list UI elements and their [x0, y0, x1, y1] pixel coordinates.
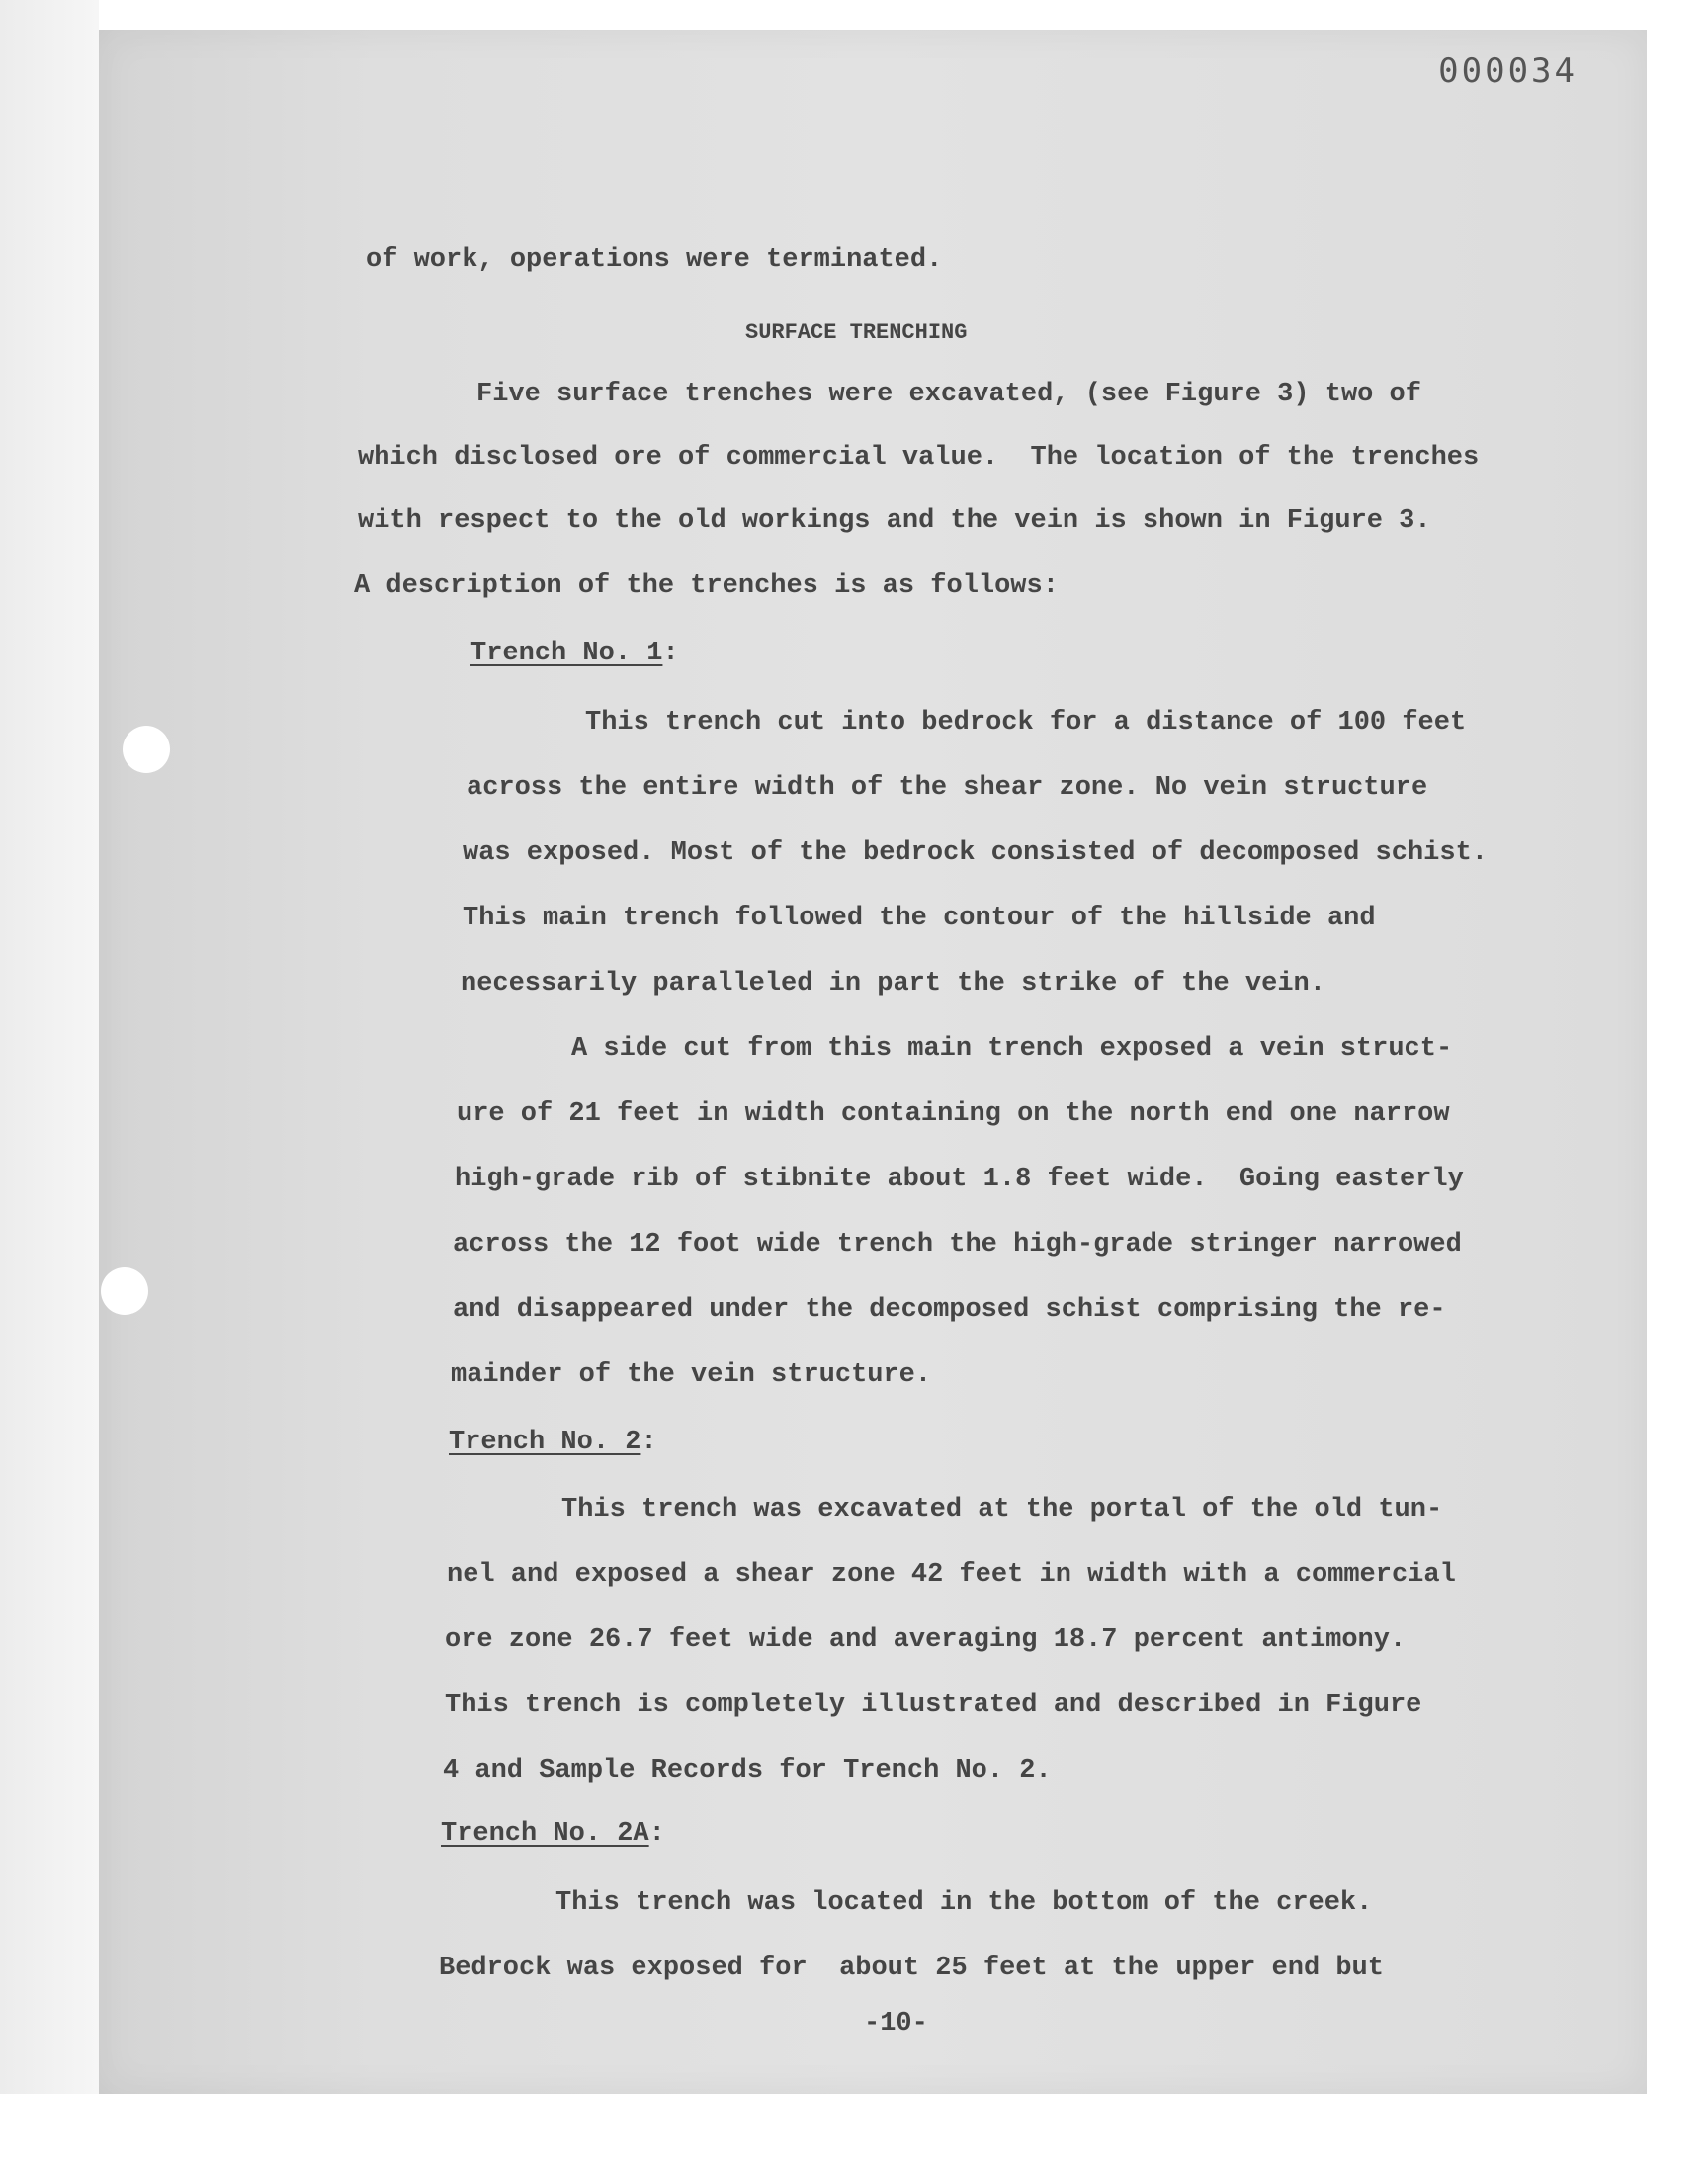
scan-left-shadow	[0, 0, 99, 2116]
trench-2a-line: Bedrock was exposed for about 25 feet at the upper end but	[439, 1954, 1384, 1983]
intro-line: Five surface trenches were excavated, (see Figure 3) two of	[476, 380, 1421, 409]
trench-1-line: This main trench followed the contour of the hillside and	[463, 904, 1376, 933]
scan-bottom-margin	[0, 2094, 1708, 2175]
trench-2-heading-text: Trench No. 2	[449, 1428, 641, 1457]
trench-2-line: nel and exposed a shear zone 42 feet in width with a commercial	[447, 1560, 1456, 1590]
continuation-line: of work, operations were terminated.	[366, 245, 943, 275]
trench-2-line: 4 and Sample Records for Trench No. 2.	[443, 1756, 1052, 1785]
trench-1-heading: Trench No. 1:	[470, 639, 679, 668]
trench-2a-line: This trench was located in the bottom of the creek.	[555, 1888, 1373, 1918]
page-number: -10-	[864, 2009, 928, 2039]
intro-line: A description of the trenches is as follows:	[354, 571, 1059, 601]
trench-1-line: high-grade rib of stibnite about 1.8 feet wide. Going easterly	[455, 1165, 1464, 1194]
trench-2-line: This trench was excavated at the portal of the old tun-	[561, 1495, 1443, 1524]
trench-1-line: across the entire width of the shear zone. No vein structure	[467, 773, 1428, 803]
trench-1-line: across the 12 foot wide trench the high-grade stringer narrowed	[453, 1230, 1462, 1260]
trench-2a-heading: Trench No. 2A:	[441, 1819, 665, 1849]
trench-1-line: mainder of the vein structure.	[451, 1360, 932, 1390]
trench-2a-heading-text: Trench No. 2A	[441, 1819, 649, 1849]
intro-line: with respect to the old workings and the vein is shown in Figure 3.	[358, 506, 1431, 536]
trench-2-line: ore zone 26.7 feet wide and averaging 18.7 percent antimony.	[445, 1625, 1407, 1655]
trench-1-line: ure of 21 feet in width containing on the north end one narrow	[457, 1099, 1450, 1129]
document-number: 000034	[1438, 51, 1578, 91]
intro-line: which disclosed ore of commercial value. The location of the trenches	[358, 443, 1480, 473]
trench-2-line: This trench is completely illustrated and described in Figure	[445, 1691, 1422, 1720]
trench-1-line: and disappeared under the decomposed schist comprising the re-	[453, 1295, 1446, 1325]
section-heading: SURFACE TRENCHING	[745, 320, 968, 345]
trench-1-line: A side cut from this main trench exposed a vein struct-	[571, 1034, 1453, 1064]
punch-hole	[123, 726, 170, 773]
trench-1-heading-text: Trench No. 1	[470, 639, 663, 668]
trench-1-line: was exposed. Most of the bedrock consisted of decomposed schist.	[463, 838, 1488, 868]
trench-1-line: necessarily paralleled in part the strike of the vein.	[461, 969, 1325, 999]
punch-hole	[101, 1267, 148, 1315]
trench-1-line: This trench cut into bedrock for a distance of 100 feet	[585, 708, 1467, 738]
trench-2-heading: Trench No. 2:	[449, 1428, 657, 1457]
